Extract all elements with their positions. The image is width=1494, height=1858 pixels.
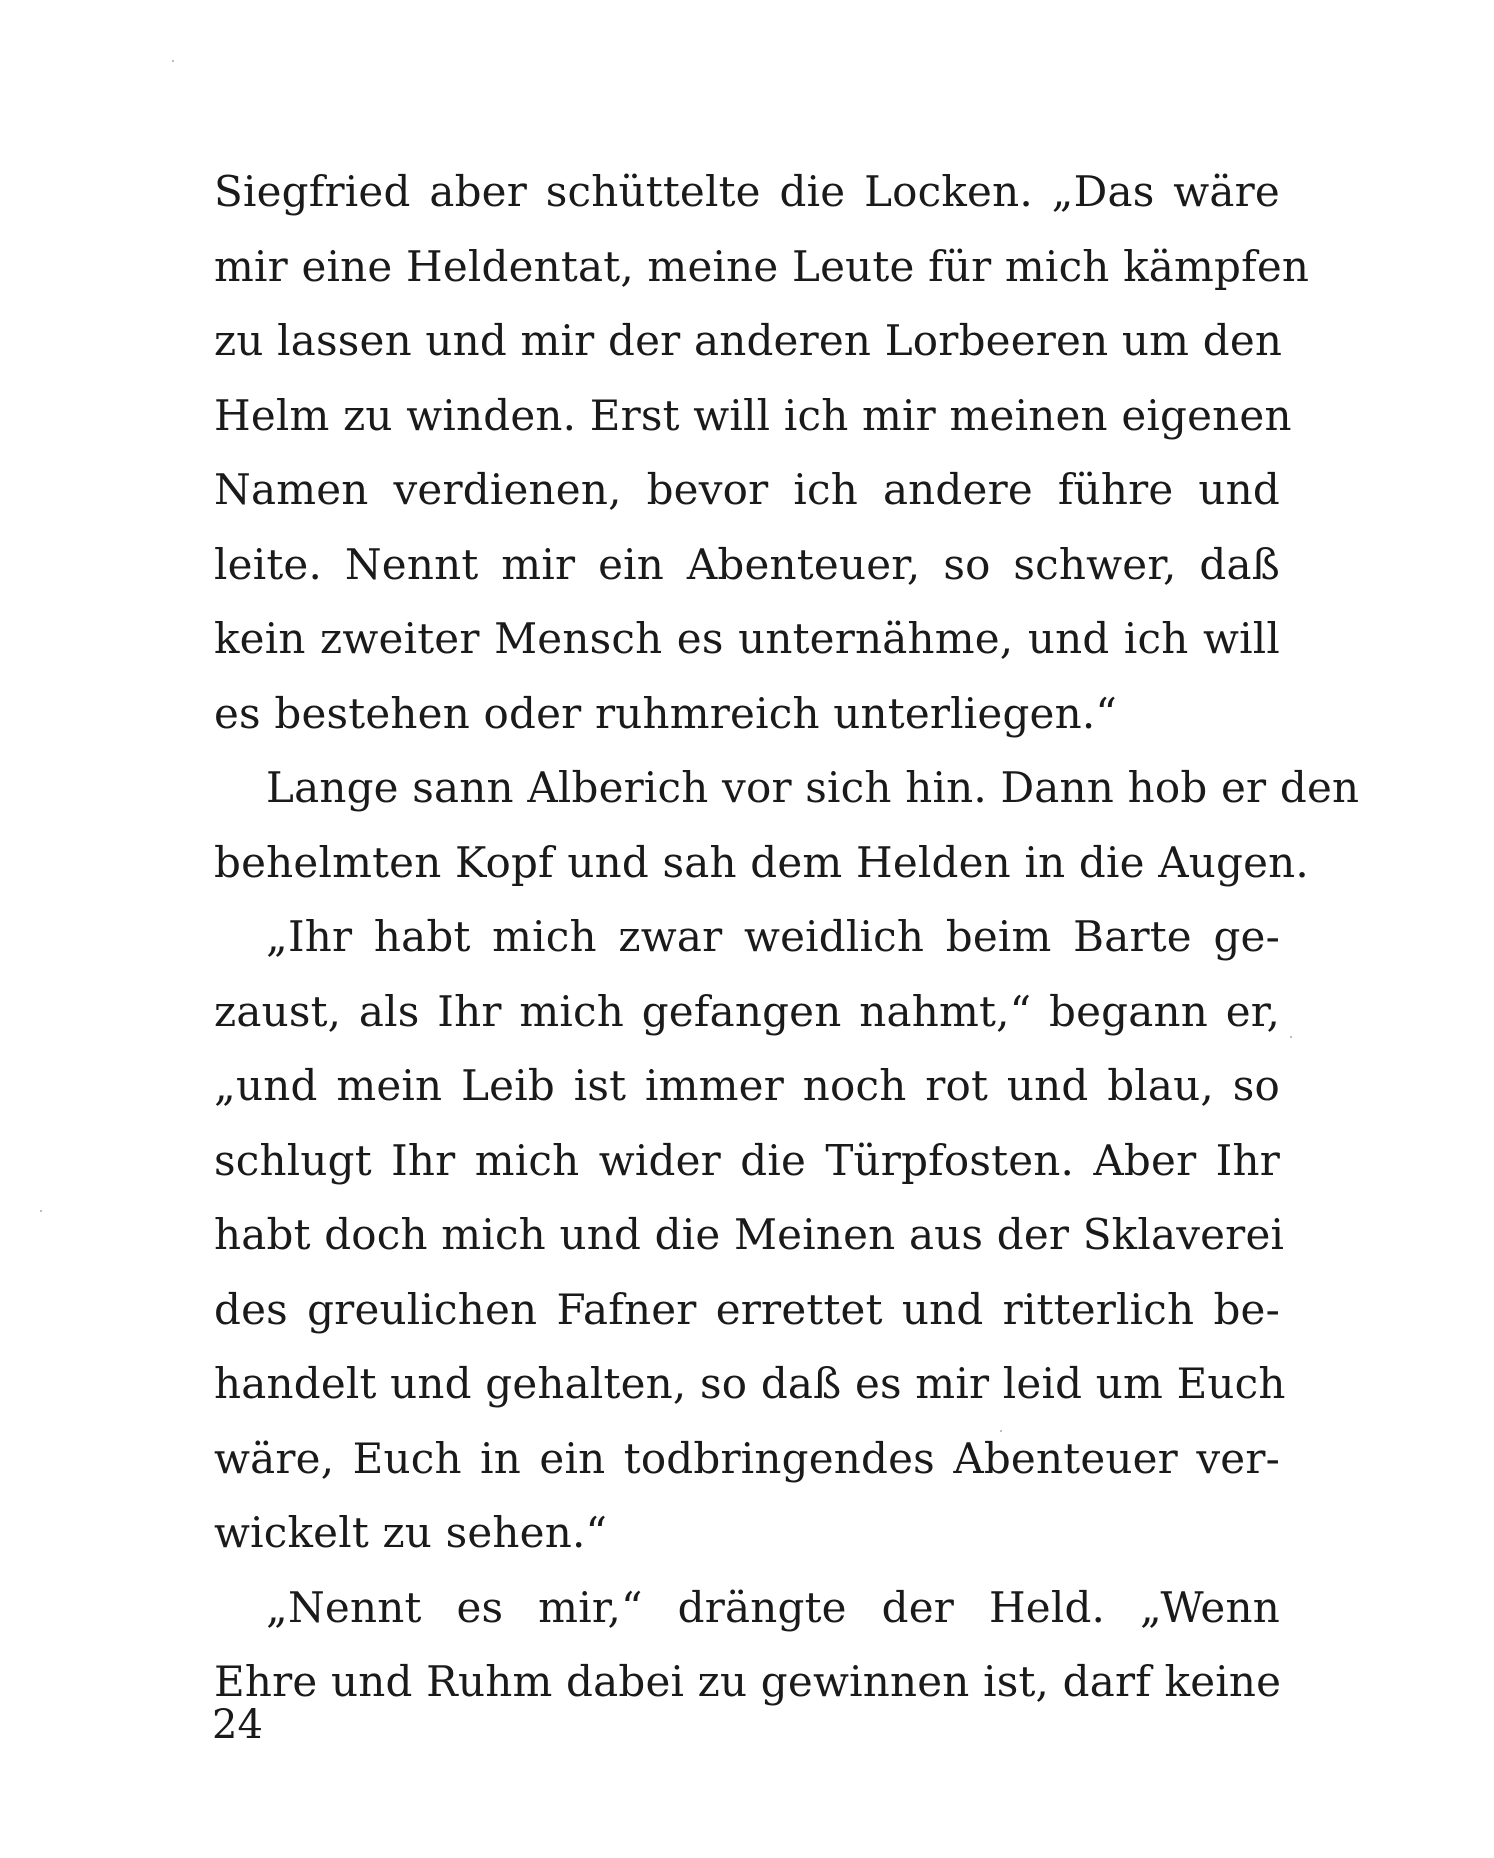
text-line: habt doch mich und die Meinen aus der Sklaverei <box>214 1210 1285 1259</box>
text-line: wäre, Euch in ein todbringendes Abenteuer ver- <box>214 1433 1280 1483</box>
page-text <box>214 155 1360 1720</box>
text-line: zaust, als Ihr mich gefangen nahmt,“ begann er, <box>214 986 1280 1036</box>
paper-speck <box>1000 1430 1002 1432</box>
text-line: „und mein Leib ist immer noch rot und blau, so <box>214 1061 1280 1110</box>
text-line: behelmten Kopf und sah dem Helden in die Augen. <box>214 837 1309 887</box>
text-line: leite. Nennt mir ein Abenteuer, so schwer, daß <box>214 539 1280 589</box>
text-line: Namen verdienen, bevor ich andere führe und <box>214 465 1280 514</box>
text-line: es bestehen oder ruhmreich unterliegen.“ <box>214 688 1118 738</box>
text-line: Ehre und Ruhm dabei zu gewinnen ist, darf keine <box>214 1657 1282 1706</box>
text-line: handelt und gehalten, so daß es mir leid um Euch <box>214 1359 1286 1408</box>
text-line: schlugt Ihr mich wider die Türpfosten. Aber Ihr <box>214 1135 1280 1185</box>
paper-speck <box>172 60 174 62</box>
text-line: Lange sann Alberich vor sich hin. Dann hob er den <box>266 763 1360 812</box>
page-number: 24 <box>212 1702 263 1748</box>
text-line: „Nennt es mir,“ drängte der Held. „Wenn <box>266 1582 1280 1632</box>
text-line: Siegfried aber schüttelte die Locken. „Das wäre <box>214 167 1280 216</box>
text-line: wickelt zu sehen.“ <box>214 1508 608 1557</box>
paper-speck <box>40 1210 42 1212</box>
text-line: Helm zu winden. Erst will ich mir meinen eigenen <box>214 390 1292 440</box>
text-line: kein zweiter Mensch es unternähme, und ich will <box>214 614 1280 663</box>
text-line: zu lassen und mir der anderen Lorbeeren um den <box>214 316 1283 365</box>
text-line: des greulichen Fafner errettet und ritterlich be- <box>214 1284 1280 1334</box>
paper-speck <box>1290 1036 1292 1038</box>
text-line: mir eine Heldentat, meine Leute für mich kämpfen <box>214 241 1310 291</box>
text-line: „Ihr habt mich zwar weidlich beim Barte ge- <box>266 912 1280 961</box>
